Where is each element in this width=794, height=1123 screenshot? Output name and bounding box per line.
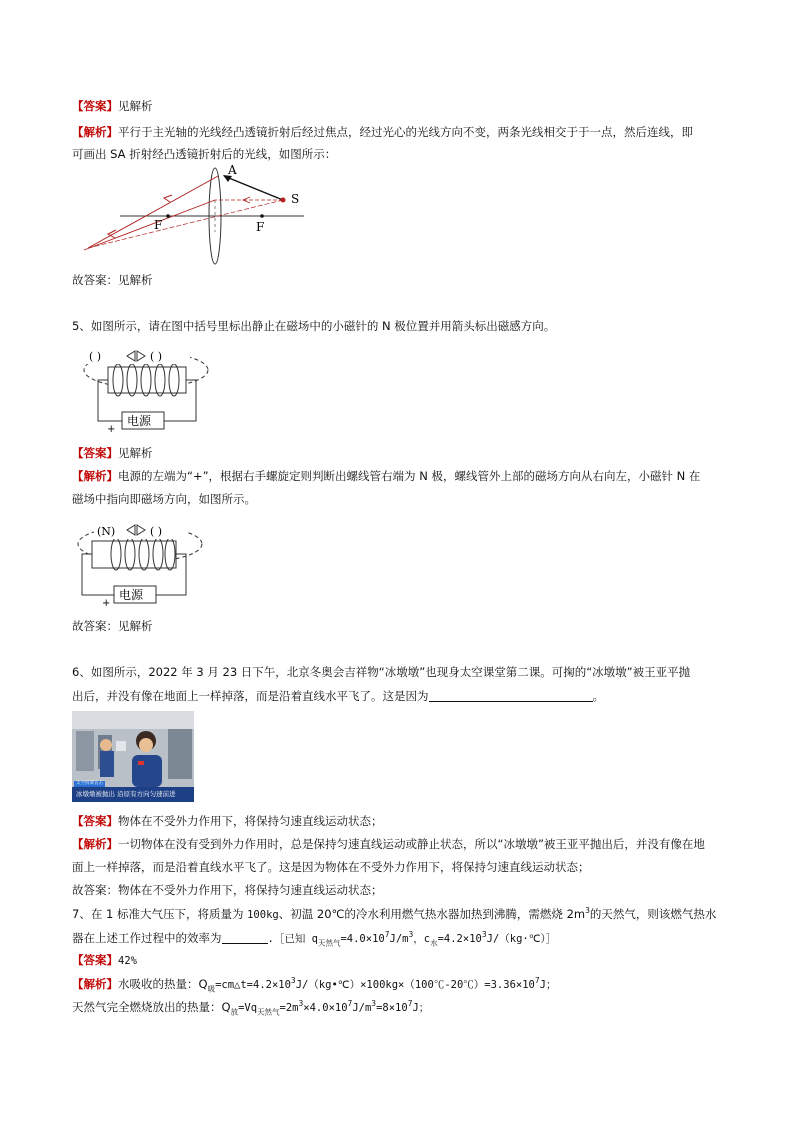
- analysis-tag: 【解析】: [72, 977, 118, 991]
- solenoid-core: [108, 367, 186, 393]
- q6-answer-blank[interactable]: [429, 689, 593, 702]
- space-class-photo: [72, 711, 194, 802]
- q7-subscript: 天然气: [257, 1007, 280, 1017]
- q7-text: 水吸收的热量：Q: [118, 977, 208, 991]
- q4-analysis-line-2: 可画出 SA 折射经凸透镜折射后的光线，如图所示：: [72, 147, 337, 161]
- q6-analysis-line-1: [72, 836, 705, 852]
- q4-conclusion: 故答案：见解析: [72, 273, 153, 287]
- q4-analysis-text-1: 平行于主光轴的光线经凸透镜折射后经过焦点，经过光心的光线方向不变，两条光线相交于于一点，然后连线，即: [118, 125, 693, 139]
- q6-answer-line: [72, 813, 383, 829]
- q5-answer: 见解析: [118, 446, 153, 460]
- q7-exponent: 3: [298, 999, 304, 1009]
- q7-subscript: 水: [430, 938, 438, 948]
- q7-subscript: 吸: [207, 984, 216, 994]
- photo-caption-top: 太空授课直击: [76, 781, 103, 786]
- answer-tag: 【答案】: [72, 99, 118, 113]
- focal-point-right: [260, 214, 264, 218]
- label-s: S: [291, 192, 300, 206]
- q7-subscript: 天然气: [317, 938, 341, 948]
- analysis-tag: 【解析】: [72, 469, 118, 483]
- power-label: 电源: [119, 588, 144, 602]
- q7-text: J/m: [389, 933, 409, 945]
- q7-text: =4.2×10: [437, 933, 482, 945]
- paren-left: (N): [97, 525, 116, 538]
- q5-analysis-line-2: 磁场中指向即磁场方向，如图所示。: [72, 492, 256, 506]
- q7-text: =4.0×10: [340, 933, 385, 945]
- q7-answer-blank[interactable]: [222, 931, 268, 944]
- q7-text: =Vq: [238, 1002, 258, 1014]
- q7-question-line-2: [72, 930, 556, 947]
- label-f-right: F: [256, 220, 265, 234]
- q7-exponent: 3: [290, 976, 296, 986]
- q7-exponent: 7: [347, 999, 353, 1009]
- q7-answer: 42%: [118, 955, 137, 967]
- q5-conclusion: 故答案：见解析: [72, 619, 153, 633]
- q7-text: 、初温 20℃的冷水利用燃气热水器加热到沸腾，需燃烧 2m: [278, 907, 586, 921]
- q7-text: J/m: [352, 1002, 372, 1014]
- analysis-tag: 【解析】: [72, 837, 118, 851]
- refracted-arrow-1: [164, 195, 172, 202]
- solenoid-diagram-1: [80, 342, 220, 434]
- q7-question-line-1: [72, 906, 716, 923]
- q7-text: ×4.0×10: [303, 1002, 348, 1014]
- paren-right: ( ): [150, 525, 163, 538]
- q5-analysis-text-1: 电源的左端为“+”，根据右手螺旋定则判断出螺线管右端为 N 极，螺线管外上部的磁场方向从右向左，小磁针 N 在: [118, 469, 701, 483]
- power-label: 电源: [127, 414, 152, 428]
- q7-exponent: 3: [481, 930, 487, 940]
- q7-text: ，c: [413, 933, 431, 945]
- q7-exponent: 3: [408, 930, 414, 940]
- q7-text: =8×10: [376, 1002, 408, 1014]
- solenoid-diagram-2: [72, 514, 212, 610]
- q6-question-text-2: 出后，并没有像在地面上一样掉落，而是沿着直线水平飞了。这是因为: [72, 689, 429, 703]
- center-ray: [88, 200, 283, 248]
- answer-tag: 【答案】: [72, 953, 118, 967]
- q5-answer-line: [72, 445, 153, 461]
- refracted-ray-parallel: [84, 200, 215, 250]
- q6-conclusion: 故答案：物体在不受外力作用下，将保持匀速直线运动状态；: [72, 883, 383, 897]
- q7-text: =2m: [279, 1002, 299, 1014]
- plus-sign: +: [102, 598, 111, 609]
- q7-text: .［已知 q: [267, 933, 318, 945]
- q6-question-line-1: 6、如图所示，2022 年 3 月 23 日下午，北京冬奥会吉祥物“冰墩墩”也现身太空课堂第二课。可掬的“冰墩墩”被王亚平抛: [72, 665, 691, 679]
- q7-mass: 100kg: [247, 909, 279, 921]
- q6-analysis-text-1: 一切物体在没有受到外力作用时，总是保持匀速直线运动或静止状态，所以“冰墩墩”被王亚平抛出后，并没有像在地: [118, 837, 705, 851]
- q7-text: J；: [539, 979, 557, 991]
- q6-question-line-2: [72, 688, 604, 704]
- q7-exponent: 3: [585, 906, 590, 916]
- q7-exponent: 7: [407, 999, 413, 1009]
- q7-exponent: 3: [371, 999, 377, 1009]
- q7-subscript: 放: [230, 1007, 239, 1017]
- photo-caption: 冰墩墩被抛出 沿原有方向匀速前进: [72, 787, 194, 802]
- q7-analysis-line-1: [72, 976, 556, 993]
- q7-text: J；: [412, 1002, 430, 1014]
- paren-right: ( ): [150, 350, 163, 363]
- q7-analysis-line-2: [72, 999, 429, 1016]
- paren-left: ( ): [89, 350, 102, 363]
- q7-answer-line: [72, 952, 137, 969]
- q7-text: 7、在 1 标准大气压下，将质量为: [72, 907, 248, 921]
- plus-sign: +: [107, 424, 116, 434]
- q4-answer: 见解析: [118, 99, 153, 113]
- q4-analysis-line-1: [72, 124, 693, 140]
- answer-tag: 【答案】: [72, 446, 118, 460]
- q7-text: J/（kg•℃）×100kg×（100℃-20℃）=3.36×10: [295, 979, 535, 991]
- answer-tag: 【答案】: [72, 814, 118, 828]
- q7-text: 天然气完全燃烧放出的热量：Q: [72, 1000, 231, 1014]
- q6-question-end: 。: [592, 689, 604, 703]
- q4-answer-line: [72, 98, 153, 114]
- q7-text: 器在上述工作过程中的效率为: [72, 931, 222, 945]
- q7-text: J/（kg·℃）］: [486, 933, 557, 945]
- refracted-ray-sa: [88, 176, 218, 248]
- q7-exponent: 7: [534, 976, 540, 986]
- convex-lens-diagram: [80, 160, 310, 270]
- q7-text: =cm△t=4.2×10: [215, 979, 291, 991]
- label-a: A: [228, 163, 237, 177]
- q7-text: 的天然气，则该燃气热水: [589, 907, 717, 921]
- q5-question: 5、如图所示，请在图中括号里标出静止在磁场中的小磁针的 N 极位置并用箭头标出磁感方向。: [72, 319, 556, 333]
- analysis-tag: 【解析】: [72, 125, 118, 139]
- q6-answer: 物体在不受外力作用下，将保持匀速直线运动状态；: [118, 814, 383, 828]
- q7-exponent: 7: [384, 930, 390, 940]
- incident-ray-sa: [224, 176, 283, 200]
- label-f-left: F: [154, 218, 163, 232]
- focal-point-left: [166, 214, 170, 218]
- q5-analysis-line-1: [72, 468, 700, 484]
- q6-analysis-line-2: 面上一样掉落，而是沿着直线水平飞了。这是因为物体在不受外力作用下，将保持匀速直线运动状态；: [72, 860, 590, 874]
- needle-mask: [86, 348, 190, 364]
